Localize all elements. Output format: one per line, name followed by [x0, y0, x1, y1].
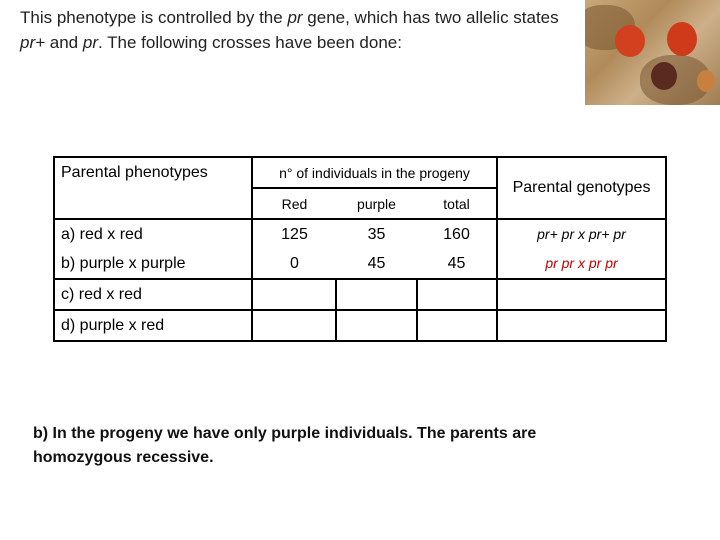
subheader-total: total [417, 188, 497, 219]
red-eye [667, 22, 697, 56]
row-label: b) purple x purple [54, 249, 252, 279]
crosses-table [53, 156, 667, 342]
header-parental-phenotypes: Parental phenotypes [54, 157, 252, 188]
cell-purple: 45 [336, 249, 417, 279]
row-label: c) red x red [54, 279, 252, 310]
table-row [54, 279, 666, 310]
cell-red: 0 [252, 249, 336, 279]
cell-total [417, 279, 497, 310]
header-parental-genotypes: Parental genotypes [497, 157, 666, 219]
table-row [54, 219, 666, 249]
fly-eyes-photo [585, 0, 720, 105]
subheader-purple: purple [336, 188, 417, 219]
table-row [54, 249, 666, 279]
intro-text: This phenotype is controlled by the pr gene, which has two allelic states pr+ and pr. The following crosses have been done: [20, 8, 559, 52]
cell-red [252, 279, 336, 310]
red-eye [615, 25, 645, 57]
cell-genotype: pr+ pr x pr+ pr [537, 225, 626, 242]
cell-genotype: pr pr x pr pr [545, 254, 618, 271]
cell-purple: 35 [336, 219, 417, 249]
orange-eye [697, 70, 715, 92]
row-label: a) red x red [54, 219, 252, 249]
table-row [54, 310, 666, 341]
cell-total [417, 310, 497, 341]
row-label: d) purple x red [54, 310, 252, 341]
cell-total: 160 [417, 219, 497, 249]
cell-purple [336, 310, 417, 341]
cell-purple [336, 279, 417, 310]
header-progeny: n° of individuals in the progeny [252, 157, 497, 188]
subheader-red: Red [252, 188, 336, 219]
answer-text: b) In the progeny we have only purple individuals. The parents are homozygous recessive. [33, 425, 537, 466]
cell-red [252, 310, 336, 341]
cell-total: 45 [417, 249, 497, 279]
purple-eye [651, 62, 677, 90]
cell-red: 125 [252, 219, 336, 249]
